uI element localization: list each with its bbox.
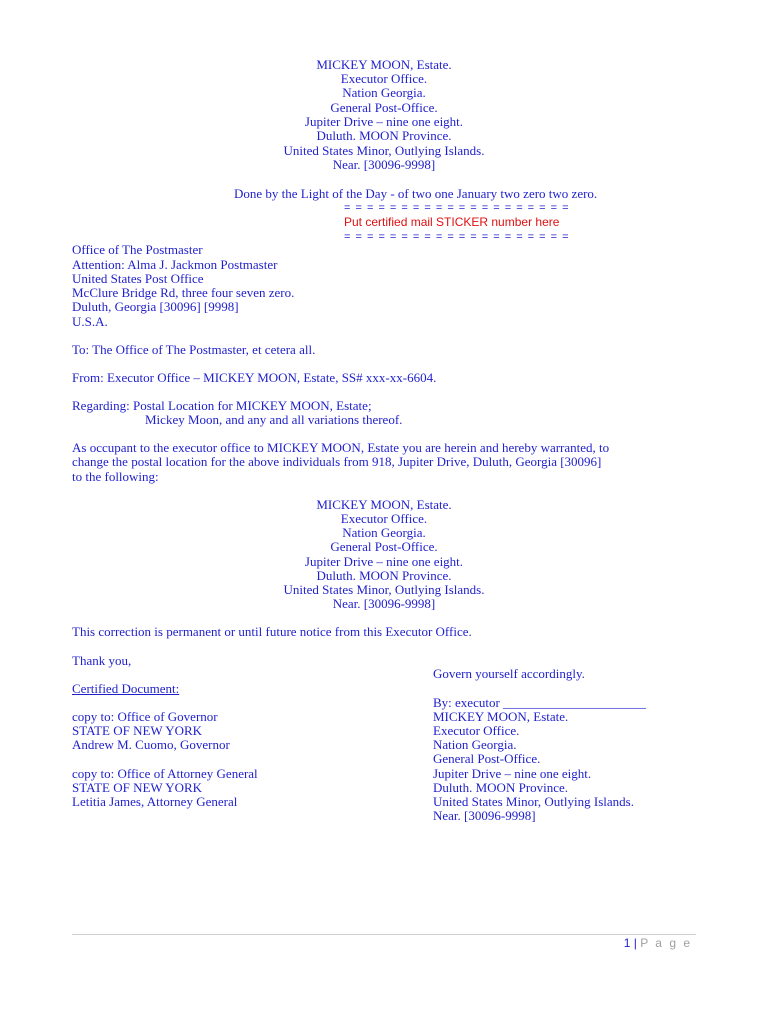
header-line: MICKEY MOON, Estate. [316, 57, 452, 72]
page-separator: | [630, 936, 641, 950]
address-line: Jupiter Drive – nine one eight. [304, 554, 464, 569]
address-line: Executor Office. [340, 511, 428, 526]
copy-line: Andrew M. Cuomo, Governor [72, 737, 230, 752]
recipient-line: U.S.A. [72, 314, 108, 329]
body-line: to the following: [72, 469, 159, 484]
to-line: To: The Office of The Postmaster, et cetera all. [72, 342, 316, 357]
recipient-line: Office of The Postmaster [72, 242, 203, 257]
recipient-line: United States Post Office [72, 271, 204, 286]
signature-block-line: Executor Office. [433, 723, 520, 738]
sticker-note: Put certified mail STICKER number here [344, 215, 560, 229]
header-line: General Post-Office. [330, 100, 438, 115]
signature-block-line: Duluth. MOON Province. [433, 780, 569, 795]
signature-block-line: Near. [30096-9998] [433, 808, 536, 823]
footer-rule [72, 934, 696, 935]
regarding-line: Mickey Moon, and any and all variations thereof. [145, 412, 403, 427]
copy-line: copy to: Office of Governor [72, 709, 218, 724]
separator-top: = = = = = = = = = = = = = = = = = = = = [344, 202, 570, 214]
body-line: As occupant to the executor office to MICKEY MOON, Estate you are herein and hereby warranted, to [72, 440, 610, 455]
page-label: P a g e [640, 936, 692, 950]
govern-line: Govern yourself accordingly. [433, 666, 585, 681]
address-line: Near. [30096-9998] [332, 596, 436, 611]
header-line: Jupiter Drive – nine one eight. [304, 114, 464, 129]
from-line: From: Executor Office – MICKEY MOON, Estate, SS# xxx-xx-6604. [72, 370, 437, 385]
signature-block-line: General Post-Office. [433, 751, 541, 766]
header-line: Executor Office. [340, 71, 428, 86]
address-line: United States Minor, Outlying Islands. [283, 582, 485, 597]
header-line: Near. [30096-9998] [332, 157, 436, 172]
thank-you: Thank you, [72, 653, 132, 668]
body-line: change the postal location for the above individuals from 918, Jupiter Drive, Duluth, Georgia [30096] [72, 454, 602, 469]
signature-block-line: Jupiter Drive – nine one eight. [433, 766, 592, 781]
signature-line: By: executor ______________________ [433, 695, 647, 710]
address-line: General Post-Office. [330, 539, 438, 554]
signature-block-line: United States Minor, Outlying Islands. [433, 794, 634, 809]
page-footer [624, 936, 692, 950]
date-line: Done by the Light of the Day - of two one January two zero two zero. [234, 186, 598, 201]
signature-block-line: Nation Georgia. [433, 737, 517, 752]
address-line: MICKEY MOON, Estate. [316, 497, 452, 512]
header-line: Duluth. MOON Province. [316, 128, 452, 143]
correction-line: This correction is permanent or until future notice from this Executor Office. [72, 624, 472, 639]
header-line: United States Minor, Outlying Islands. [283, 143, 485, 158]
signature-block-line: MICKEY MOON, Estate. [433, 709, 569, 724]
page-number: 1 [623, 936, 631, 950]
regarding-line: Regarding: Postal Location for MICKEY MOON, Estate; [72, 398, 372, 413]
separator-bottom: = = = = = = = = = = = = = = = = = = = = [344, 231, 570, 243]
recipient-line: Attention: Alma J. Jackmon Postmaster [72, 257, 278, 272]
recipient-line: Duluth, Georgia [30096] [9998] [72, 299, 239, 314]
address-line: Duluth. MOON Province. [316, 568, 452, 583]
address-line: Nation Georgia. [342, 525, 426, 540]
copy-line: Letitia James, Attorney General [72, 794, 238, 809]
certified-label: Certified Document: [72, 681, 180, 696]
recipient-line: McClure Bridge Rd, three four seven zero. [72, 285, 295, 300]
copy-line: copy to: Office of Attorney General [72, 766, 258, 781]
header-line: Nation Georgia. [342, 85, 426, 100]
copy-line: STATE OF NEW YORK [72, 780, 203, 795]
copy-line: STATE OF NEW YORK [72, 723, 203, 738]
